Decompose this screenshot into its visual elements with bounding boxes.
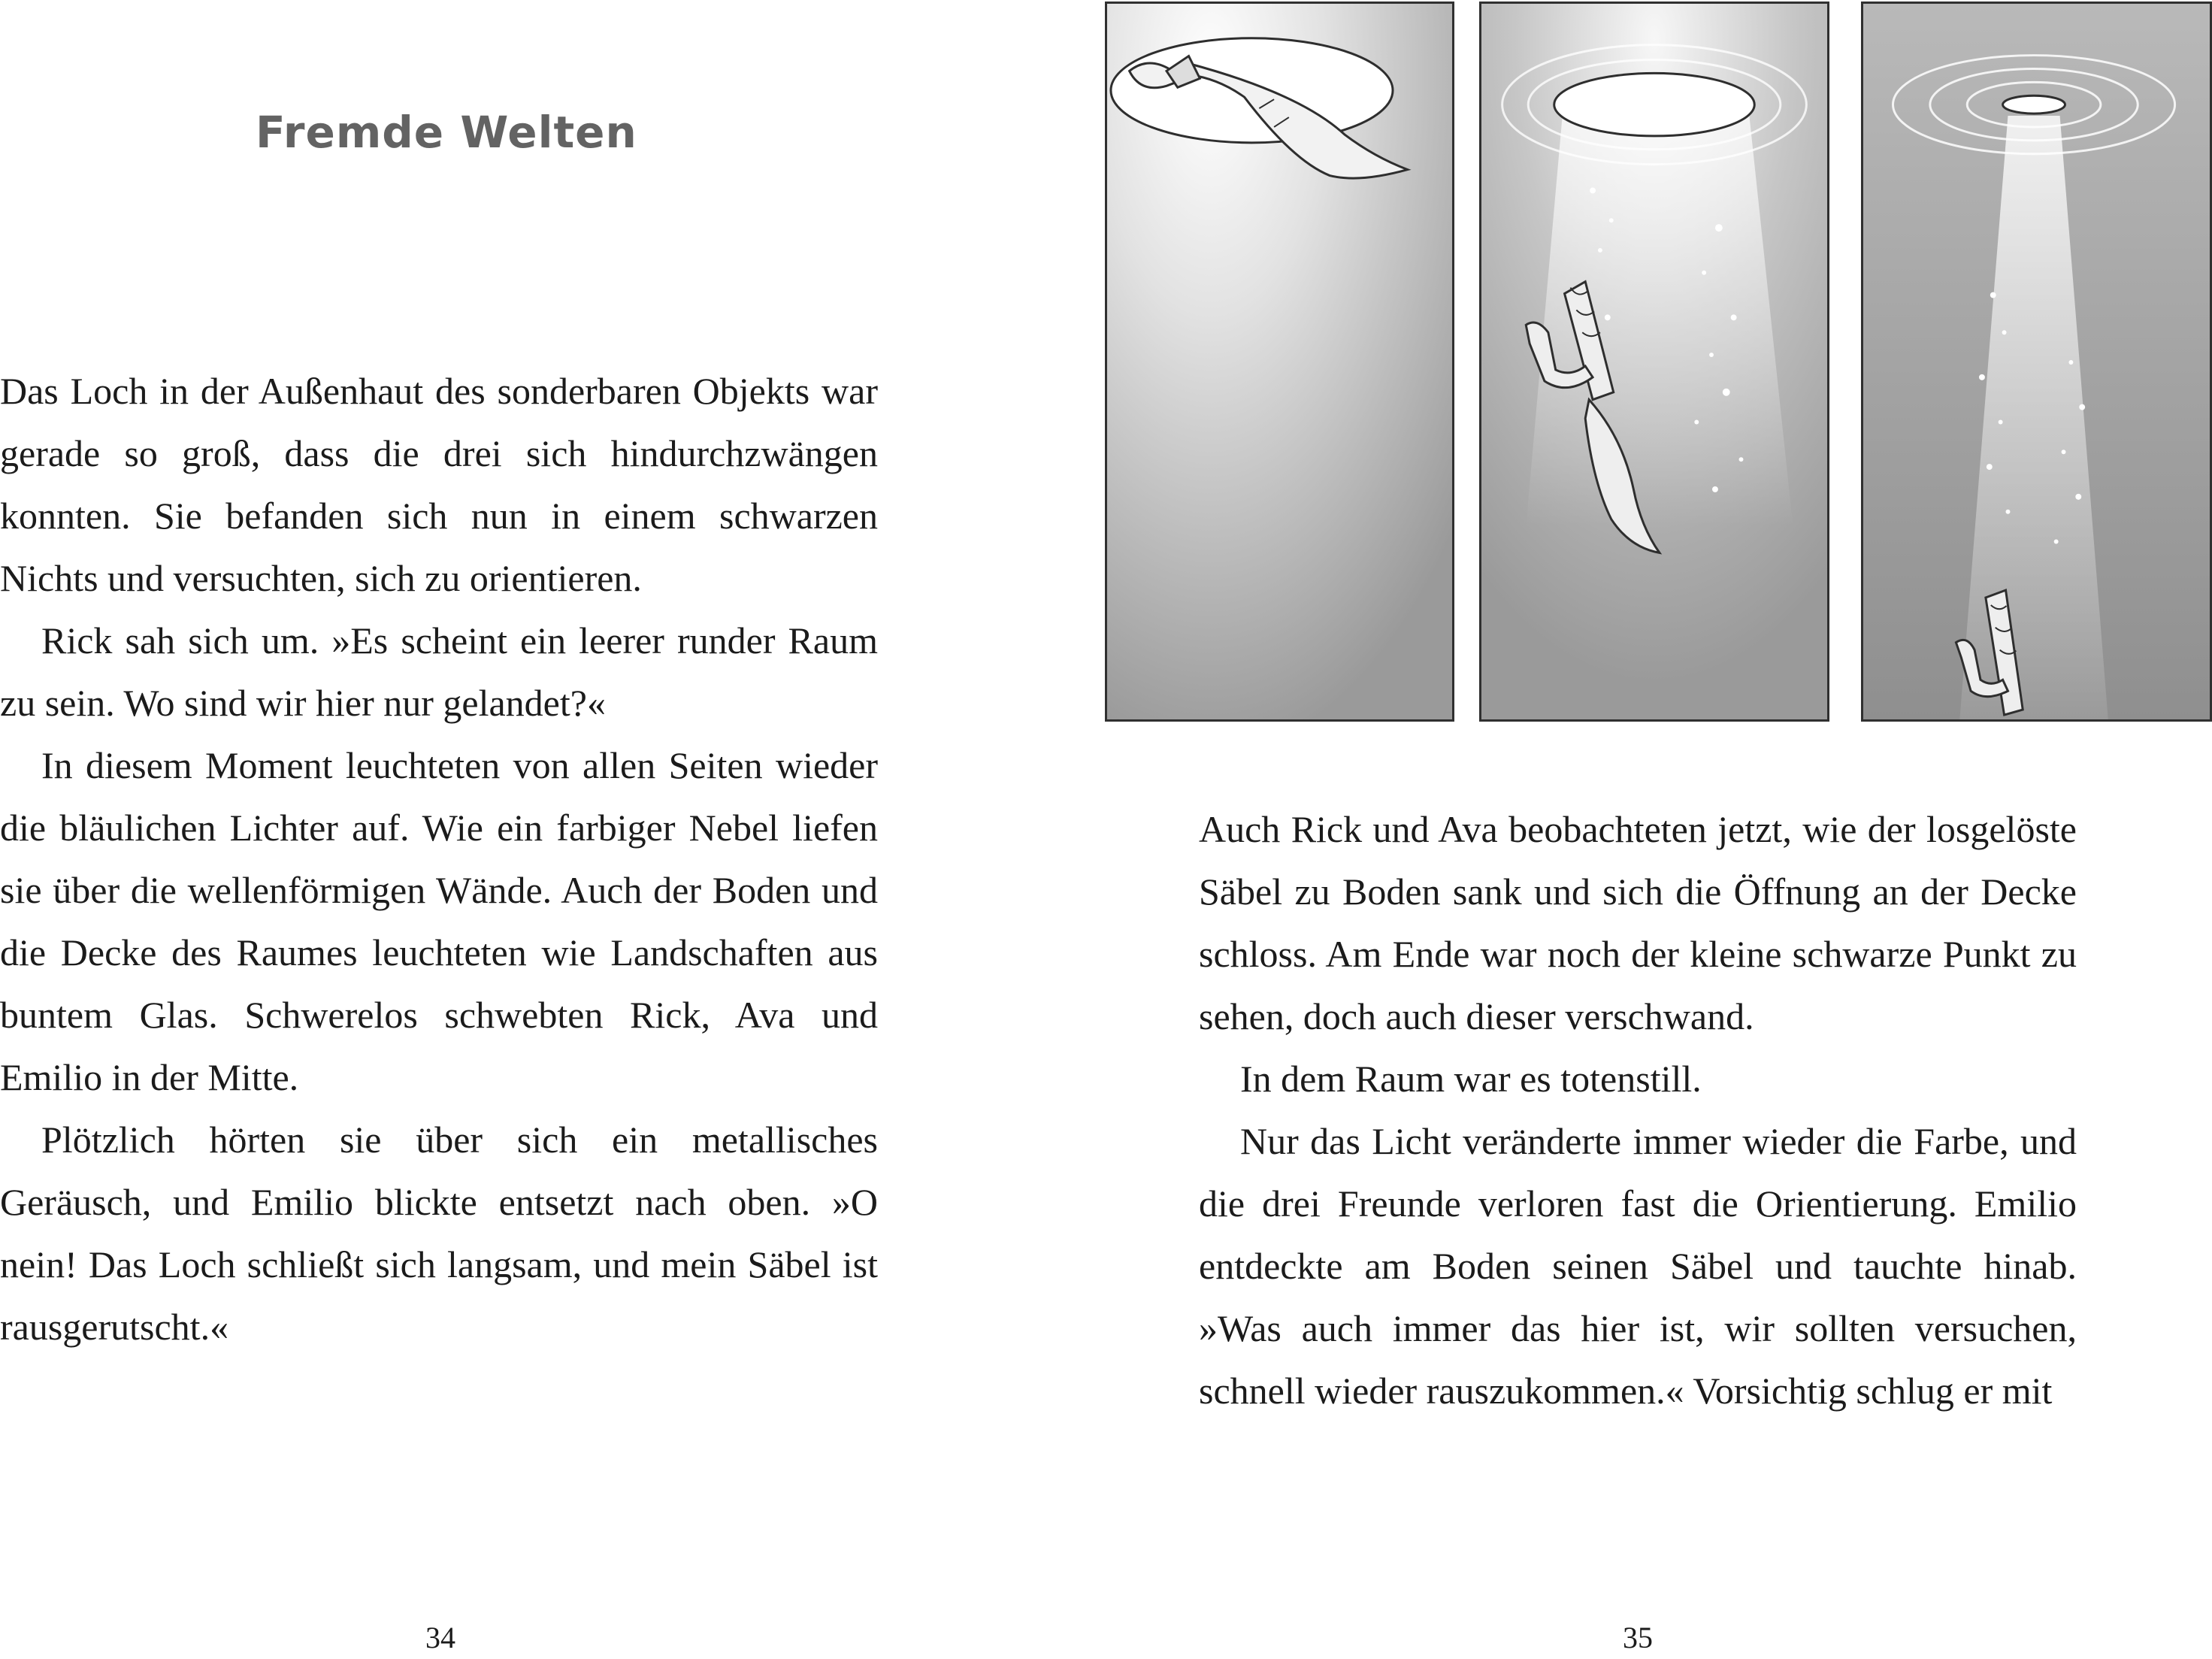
panel-2-illustration — [1481, 4, 1827, 719]
comic-panel-3 — [1861, 2, 2212, 722]
paragraph: Auch Rick und Ava beobachteten jetzt, wie der losgelöste Säbel zu Boden sank und sich die Öffnung an der Decke schloss. Am Ende war noch der kleine schwarze Punkt zu sehen, doch auch dieser verschwand. — [1199, 808, 2077, 1037]
paragraph: In dem Raum war es totenstill. — [1240, 1058, 1702, 1100]
panel-3-illustration — [1863, 4, 2210, 719]
paragraph: Rick sah sich um. »Es scheint ein leerer runder Raum zu sein. Wo sind wir hier nur gelandet?« — [0, 619, 878, 724]
ceiling-hole — [1554, 73, 1755, 135]
paragraph: Plötzlich hörten sie über sich ein metallisches Geräusch, und Emilio blickte entsetzt nach oben. »O nein! Das Loch schließt sich langsam, und mein Säbel ist rausgerutscht.« — [0, 1119, 878, 1348]
paragraph: In diesem Moment leuchteten von allen Seiten wieder die bläulichen Lichter auf. Wie ein farbiger Nebel liefen sie über die wellenförmigen Wände. Auch der Boden und die Decke des Raumes leuchteten wie Landschaften aus buntem Glas. Schwerelos schwebten Rick, Ava und Emilio in der Mitte. — [0, 744, 878, 1098]
closing-hole — [2003, 95, 2065, 114]
right-page — [1082, 0, 2212, 1659]
comic-panel-2 — [1479, 2, 1829, 722]
panel-1-illustration — [1107, 4, 1452, 719]
chapter-title: Fremde Welten — [256, 107, 637, 158]
page-number: 35 — [1623, 1621, 1653, 1654]
right-page-text — [1199, 798, 2077, 1422]
paragraph: Nur das Licht veränderte immer wieder die Farbe, und die drei Freunde verloren fast die Orientierung. Emilio entdeckte am Boden seinen Säbel und tauchte hinab. »Was auch immer das hier ist, wir sollten versuchen, schnell wieder rauszukommen.« Vorsichtig schlug er mit — [1199, 1120, 2077, 1412]
comic-panel-1 — [1105, 2, 1454, 722]
left-page-text — [0, 360, 878, 1358]
left-page — [0, 0, 1082, 1659]
page-number: 34 — [425, 1621, 455, 1654]
paragraph: Das Loch in der Außenhaut des sonderbaren Objekts war gerade so groß, dass die drei sich hindurchzwängen konnten. Sie befanden sich nun in einem schwarzen Nichts und versuchten, sich zu orientieren. — [0, 370, 878, 599]
